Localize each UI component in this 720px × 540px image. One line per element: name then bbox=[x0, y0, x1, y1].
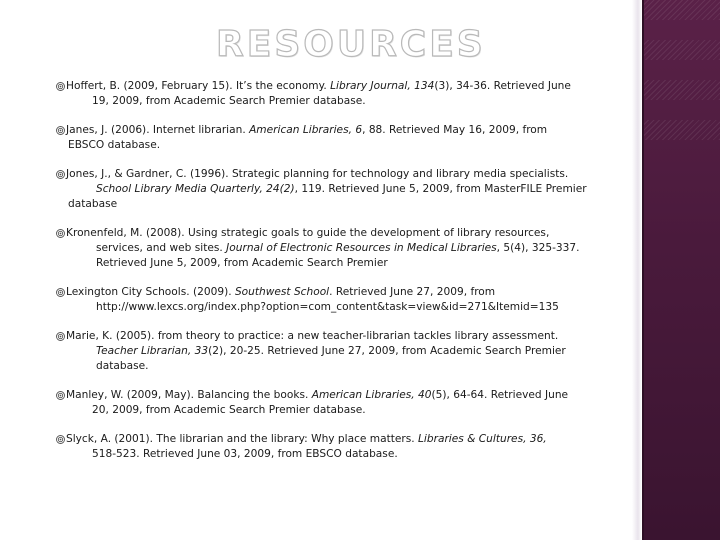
reference-text: Kronenfeld, M. (2008). Using strategic goals to guide the development of library resources, bbox=[66, 227, 550, 239]
reference-line bbox=[56, 226, 586, 241]
reference-text: Marie, K. (2005). from theory to practice: a new teacher-librarian tackles library assessment. bbox=[66, 330, 559, 342]
reference-text: services, and web sites. bbox=[96, 242, 227, 254]
reference-italic-text: American Libraries, 40 bbox=[311, 389, 432, 401]
reference-text: (3), 34-36. Retrieved June bbox=[434, 80, 571, 92]
reference-item bbox=[56, 226, 586, 271]
reference-text: Jones, J., & Gardner, C. (1996). Strategic planning for technology and library media specialists. bbox=[66, 168, 569, 180]
reference-line bbox=[56, 182, 586, 197]
reference-line bbox=[56, 167, 586, 182]
target-bullet-icon bbox=[56, 332, 65, 341]
target-bullet-icon bbox=[56, 391, 65, 400]
reference-text: , 88. Retrieved May 16, 2009, from bbox=[362, 124, 548, 136]
target-bullet-icon bbox=[56, 229, 65, 238]
reference-text: database. bbox=[96, 360, 149, 372]
side-band-gap bbox=[632, 0, 642, 540]
reference-text: (5), 64-64. Retrieved June bbox=[431, 389, 569, 401]
reference-line bbox=[56, 329, 586, 344]
reference-text: 20, 2009, from Academic Search Premier database. bbox=[92, 404, 366, 416]
side-band-edge bbox=[642, 0, 644, 540]
reference-italic-text: Libraries & Cultures, 36, bbox=[418, 433, 547, 445]
reference-line bbox=[56, 359, 586, 374]
reference-text: Janes, J. (2006). Internet librarian. bbox=[66, 124, 250, 136]
reference-text: (2), 20-25. Retrieved June 27, 2009, from Academic Search Premier bbox=[208, 345, 566, 357]
reference-text: Manley, W. (2009, May). Balancing the books. bbox=[66, 389, 312, 401]
reference-italic-text: Journal of Electronic Resources in Medical Libraries bbox=[226, 242, 497, 254]
reference-item bbox=[56, 167, 586, 212]
reference-italic-text: Library Journal, 134 bbox=[330, 80, 435, 92]
reference-line bbox=[56, 197, 586, 212]
reference-text: http://www.lexcs.org/index.php?option=com_content&task=view&id=271&Itemid=135 bbox=[96, 301, 559, 313]
reference-line bbox=[56, 241, 586, 256]
reference-text: Lexington City Schools. (2009). bbox=[66, 286, 235, 298]
reference-line bbox=[56, 123, 586, 138]
reference-text: Slyck, A. (2001). The librarian and the library: Why place matters. bbox=[66, 433, 419, 445]
target-bullet-icon bbox=[56, 170, 65, 179]
slide-title: RESOURCES bbox=[216, 24, 486, 65]
reference-item bbox=[56, 123, 586, 153]
reference-line bbox=[56, 447, 586, 462]
reference-line bbox=[56, 94, 586, 109]
reference-list bbox=[56, 79, 586, 476]
reference-line bbox=[56, 138, 586, 153]
reference-text: database bbox=[68, 198, 118, 210]
reference-line bbox=[56, 79, 586, 94]
reference-italic-text: School Library Media Quarterly, 24(2) bbox=[96, 183, 295, 195]
reference-italic-text: Teacher Librarian, 33 bbox=[96, 345, 209, 357]
side-band bbox=[642, 0, 720, 540]
reference-text: , 5(4), 325-337. bbox=[496, 242, 580, 254]
reference-line bbox=[56, 388, 586, 403]
reference-line bbox=[56, 403, 586, 418]
reference-line bbox=[56, 432, 586, 447]
target-bullet-icon bbox=[56, 82, 65, 91]
target-bullet-icon bbox=[56, 288, 65, 297]
reference-italic-text: American Libraries, 6 bbox=[249, 124, 363, 136]
reference-text: EBSCO database. bbox=[68, 139, 161, 151]
reference-line bbox=[56, 256, 586, 271]
reference-text: 518-523. Retrieved June 03, 2009, from EBSCO database. bbox=[92, 448, 398, 460]
reference-item bbox=[56, 329, 586, 374]
reference-item bbox=[56, 432, 586, 462]
reference-italic-text: Southwest School bbox=[234, 286, 330, 298]
reference-item bbox=[56, 79, 586, 109]
reference-line bbox=[56, 344, 586, 359]
target-bullet-icon bbox=[56, 435, 65, 444]
reference-text: Hoffert, B. (2009, February 15). It’s the economy. bbox=[66, 80, 331, 92]
reference-item bbox=[56, 285, 586, 315]
reference-text: , 119. Retrieved June 5, 2009, from MasterFILE Premier bbox=[294, 183, 587, 195]
reference-line bbox=[56, 285, 586, 300]
reference-text: Retrieved June 5, 2009, from Academic Search Premier bbox=[96, 257, 388, 269]
reference-text: 19, 2009, from Academic Search Premier database. bbox=[92, 95, 366, 107]
reference-line bbox=[56, 300, 586, 315]
target-bullet-icon bbox=[56, 126, 65, 135]
reference-text: . Retrieved June 27, 2009, from bbox=[329, 286, 496, 298]
reference-item bbox=[56, 388, 586, 418]
